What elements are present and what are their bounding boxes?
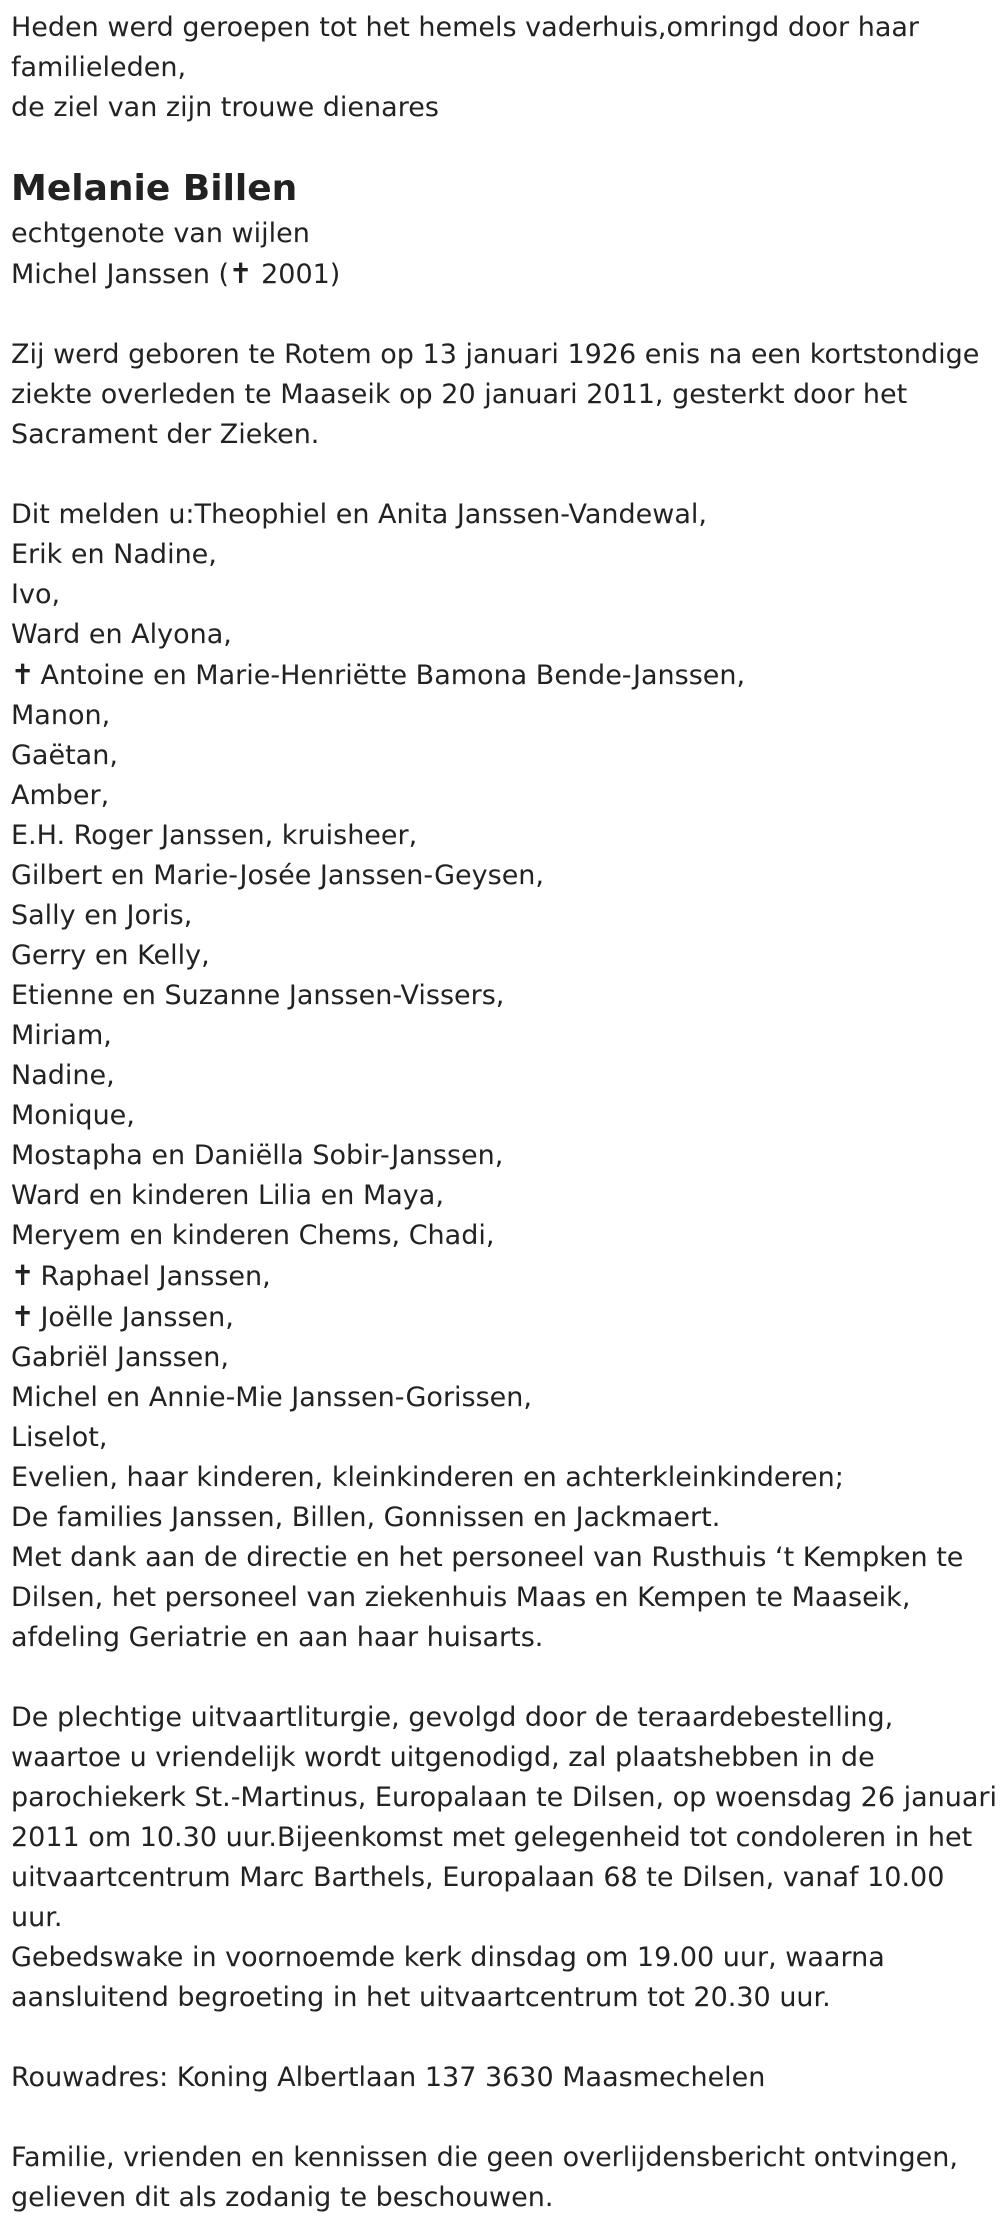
family-member-line	[11, 936, 990, 976]
funeral-line: 2011 om 10.30 uur.Bijeenkomst met gelegenheid tot condoleren in het	[11, 1822, 973, 1853]
family-member-line	[11, 736, 990, 776]
family-member-line	[11, 1216, 990, 1256]
family-member-text: Monique,	[11, 1100, 135, 1131]
family-member-line	[11, 1498, 990, 1538]
funeral-line: De plechtige uitvaartliturgie, gevolgd door de teraardebestelling,	[11, 1702, 894, 1733]
family-member-text: Etienne en Suzanne Janssen-Vissers,	[11, 980, 505, 1011]
family-member-text: Gaëtan,	[11, 740, 118, 771]
family-member-line	[11, 1458, 990, 1498]
family-member-line	[11, 535, 990, 575]
family-member-line	[11, 1378, 990, 1418]
intro-block	[11, 8, 990, 128]
family-member-line	[11, 696, 990, 736]
family-member-line	[11, 1056, 990, 1096]
closing-block	[11, 2138, 990, 2218]
intro-line: familieleden,	[11, 52, 187, 83]
funeral-line: waartoe u vriendelijk wordt uitgenodigd, zal plaatshebben in de	[11, 1742, 875, 1773]
family-member-text: E.H. Roger Janssen, kruisheer,	[11, 820, 418, 851]
family-member-line	[11, 615, 990, 655]
family-member-line	[11, 495, 990, 535]
thanks-line: Dilsen, het personeel van ziekenhuis Maas en Kempen te Maaseik,	[11, 1582, 911, 1613]
cross-icon: ✝	[229, 257, 253, 290]
family-member-text: Joëlle Janssen,	[40, 1302, 234, 1333]
family-member-line	[11, 816, 990, 856]
family-member-line	[11, 1338, 990, 1378]
spacer	[11, 1658, 990, 1698]
spouse-prefix: Michel Janssen (	[11, 259, 230, 290]
spacer	[11, 2098, 990, 2138]
cross-icon: ✝	[11, 1300, 35, 1333]
birth-death-line: Sacrament der Zieken.	[11, 419, 320, 450]
closing-line: gelieven dit als zodanig te beschouwen.	[11, 2182, 554, 2213]
spacer	[11, 295, 990, 335]
family-member-text: Manon,	[11, 700, 111, 731]
family-member-text: Ivo,	[11, 579, 61, 610]
deceased-relation: echtgenote van wijlen	[11, 218, 310, 249]
family-member-text: Ward en kinderen Lilia en Maya,	[11, 1180, 444, 1211]
intro-line: de ziel van zijn trouwe dienares	[11, 92, 439, 123]
family-member-text: Gabriël Janssen,	[11, 1342, 229, 1373]
family-member-text: Miriam,	[11, 1020, 112, 1051]
family-member-text: Evelien, haar kinderen, kleinkinderen en achterkleinkinderen;	[11, 1462, 844, 1493]
funeral-line: parochiekerk St.-Martinus, Europalaan te Dilsen, op woensdag 26 januari	[11, 1782, 998, 1813]
family-member-text: Erik en Nadine,	[11, 539, 217, 570]
spacer	[11, 2018, 990, 2058]
family-member-line	[11, 1176, 990, 1216]
cross-icon: ✝	[11, 658, 35, 691]
mourning-address: Rouwadres: Koning Albertlaan 137 3630 Maasmechelen	[11, 2062, 766, 2093]
family-member-text: Gerry en Kelly,	[11, 940, 210, 971]
family-member-text: Raphael Janssen,	[40, 1261, 271, 1292]
family-member-text: Liselot,	[11, 1422, 108, 1453]
family-member-text: Antoine en Marie-Henriëtte Bamona Bende-Janssen,	[40, 660, 746, 691]
deceased-name: Melanie Billen	[11, 168, 298, 209]
spouse-suffix: 2001)	[252, 259, 341, 290]
funeral-block	[11, 1698, 998, 2018]
family-member-text: Michel en Annie-Mie Janssen-Gorissen,	[11, 1382, 532, 1413]
family-member-line	[11, 655, 990, 696]
family-member-text: Nadine,	[11, 1060, 115, 1091]
family-member-text: Mostapha en Daniëlla Sobir-Janssen,	[11, 1140, 504, 1171]
closing-line: Familie, vrienden en kennissen die geen overlijdensbericht ontvingen,	[11, 2142, 958, 2173]
family-member-text: Meryem en kinderen Chems, Chadi,	[11, 1220, 495, 1251]
family-member-text: Dit melden u:Theophiel en Anita Janssen-Vandewal,	[11, 499, 707, 530]
thanks-line: Met dank aan de directie en het personeel van Rusthuis ‘t Kempken te	[11, 1542, 964, 1573]
cross-icon: ✝	[11, 1259, 35, 1292]
family-member-text: Gilbert en Marie-Josée Janssen-Geysen,	[11, 860, 544, 891]
family-member-line	[11, 856, 990, 896]
spouse-line	[11, 254, 990, 295]
family-member-line	[11, 1418, 990, 1458]
funeral-line: uur.	[11, 1902, 63, 1933]
family-member-line	[11, 1256, 990, 1297]
family-member-line	[11, 1136, 990, 1176]
birth-death-block	[11, 335, 990, 455]
family-member-text: De families Janssen, Billen, Gonnissen en Jackmaert.	[11, 1502, 721, 1533]
spacer	[11, 455, 990, 495]
family-member-line	[11, 1016, 990, 1056]
family-member-line	[11, 1096, 990, 1136]
birth-death-line: ziekte overleden te Maaseik op 20 januari 2011, gesterkt door het	[11, 379, 908, 410]
family-member-text: Ward en Alyona,	[11, 619, 232, 650]
family-member-line	[11, 1297, 990, 1338]
family-list	[11, 495, 990, 1538]
family-member-line	[11, 976, 990, 1016]
family-member-line	[11, 896, 990, 936]
family-member-text: Amber,	[11, 780, 110, 811]
family-member-text: Sally en Joris,	[11, 900, 193, 931]
birth-death-line: Zij werd geboren te Rotem op 13 januari 1926 enis na een kortstondige	[11, 339, 980, 370]
intro-line: Heden werd geroepen tot het hemels vaderhuis,omringd door haar	[11, 12, 920, 43]
thanks-line: afdeling Geriatrie en aan haar huisarts.	[11, 1622, 544, 1653]
funeral-line: Gebedswake in voornoemde kerk dinsdag om 19.00 uur, waarna	[11, 1942, 885, 1973]
family-member-line	[11, 575, 990, 615]
funeral-line: aansluitend begroeting in het uitvaartcentrum tot 20.30 uur.	[11, 1982, 831, 2013]
funeral-line: uitvaartcentrum Marc Barthels, Europalaan 68 te Dilsen, vanaf 10.00	[11, 1862, 945, 1893]
family-member-line	[11, 776, 990, 816]
thanks-block	[11, 1538, 990, 1658]
